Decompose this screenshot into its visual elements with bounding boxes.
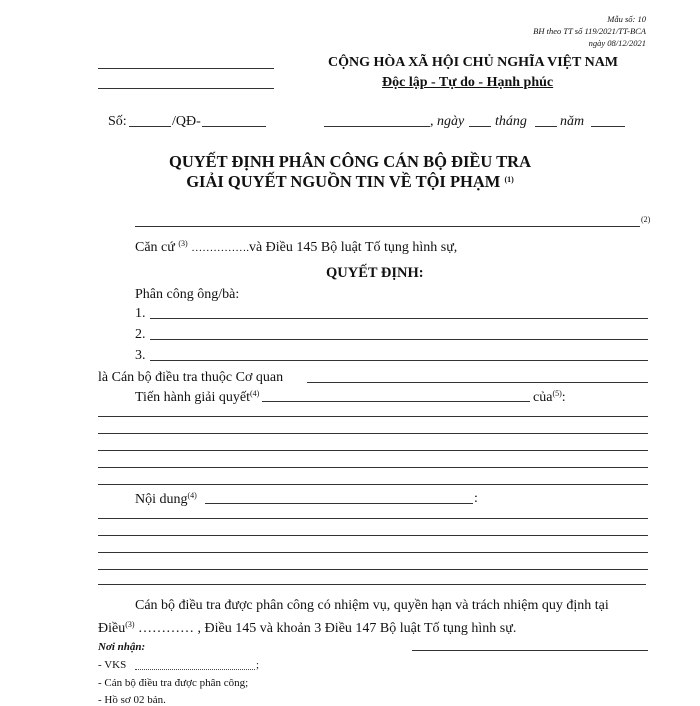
footnote-2: (2) <box>641 215 651 224</box>
signature-line <box>412 650 648 651</box>
content-detail-line-1 <box>98 518 648 519</box>
nation-heading: CỘNG HÒA XÃ HỘI CHỦ NGHĨA VIỆT NAM <box>328 55 619 70</box>
place-blank <box>324 126 430 127</box>
assignee-3-line <box>150 360 648 361</box>
recipients-label: Nơi nhận: <box>98 641 146 653</box>
assignee-2-number: 2. <box>135 327 146 342</box>
content-detail-line-2 <box>98 535 648 536</box>
resolve-source-line <box>262 401 530 402</box>
resolve-detail-line-1 <box>98 416 648 417</box>
assignee-1-number: 1. <box>135 306 146 321</box>
duty-paragraph-line1: Cán bộ điều tra được phân công có nhiệm vụ, quyền hạn và trách nhiệm quy định tại <box>135 598 609 613</box>
resolve-detail-line-3 <box>98 450 648 451</box>
resolve-of-colon: : <box>561 390 566 405</box>
recipient-file: - Hồ sơ 02 bản. <box>98 694 166 706</box>
year-label: năm <box>560 114 585 129</box>
year-blank <box>591 126 625 127</box>
month-label: tháng <box>495 114 527 129</box>
resolve-detail-line-2 <box>98 433 648 434</box>
content-detail-line-3 <box>98 552 648 553</box>
duty-footnote: (3) <box>125 620 135 629</box>
resolve-prefix: Tiến hành giải quyết <box>135 390 250 405</box>
decision-heading: QUYẾT ĐỊNH: <box>326 265 424 281</box>
authority-line <box>135 226 640 227</box>
assignee-3-number: 3. <box>135 348 146 363</box>
content-title-line <box>205 503 473 504</box>
agency-line <box>98 88 274 89</box>
resolve-label <box>135 389 259 406</box>
resolve-footnote: (4) <box>249 389 260 398</box>
form-number: Mẫu số: 10 <box>607 14 646 24</box>
legal-basis-footnote: (3) <box>178 239 188 248</box>
resolve-of <box>533 389 566 406</box>
form-circular-ref: BH theo TT số 119/2021/TT-BCA <box>533 26 646 36</box>
document-title-line2-text: GIẢI QUYẾT NGUỒN TIN VỀ TỘI PHẠM <box>186 172 501 191</box>
month-blank <box>535 126 557 127</box>
legal-basis <box>135 239 457 256</box>
assignee-1-line <box>150 318 648 319</box>
number-blank <box>129 126 171 127</box>
recipient-vks-blank <box>135 669 255 670</box>
resolve-detail-line-4 <box>98 467 648 468</box>
duty-article-rest: ………… , Điều 145 và khoản 3 Điều 147 Bộ luật Tố tụng hình sự. <box>138 621 517 636</box>
recipient-officer: - Cán bộ điều tra được phân công; <box>98 677 249 689</box>
legal-basis-prefix: Căn cứ <box>135 240 175 255</box>
duty-paragraph-line2 <box>98 620 516 637</box>
day-blank <box>469 126 491 127</box>
legal-basis-dots: ……………. <box>191 242 249 254</box>
document-title-line2 <box>0 172 700 192</box>
resolve-detail-line-5 <box>98 484 648 485</box>
content-label-text: Nội dung <box>135 492 188 507</box>
motto-heading: Độc lập - Tự do - Hạnh phúc <box>382 75 554 90</box>
recipient-vks: - VKS <box>98 659 127 671</box>
content-detail-line-5 <box>98 584 646 585</box>
duty-article-label: Điều <box>98 621 126 636</box>
assign-label: Phân công ông/bà: <box>135 287 240 302</box>
agency-label: là Cán bộ điều tra thuộc Cơ quan <box>98 370 284 385</box>
number-label: Số: <box>108 114 127 129</box>
legal-basis-suffix: và Điều 145 Bộ luật Tố tụng hình sự, <box>248 240 458 255</box>
title-footnote-1: (1) <box>504 175 514 184</box>
agency-name-line <box>307 382 648 383</box>
form-circular-date: ngày 08/12/2021 <box>588 38 646 48</box>
content-footnote: (4) <box>187 491 197 500</box>
content-detail-line-4 <box>98 569 648 570</box>
resolve-of-footnote: (5) <box>552 389 562 398</box>
resolve-of-label: của <box>533 390 553 405</box>
decision-code-blank <box>202 126 266 127</box>
content-label <box>135 491 197 508</box>
recipient-vks-end: ; <box>256 659 260 671</box>
content-colon: : <box>474 491 478 506</box>
decision-code-label: /QĐ- <box>172 114 201 129</box>
agency-superior-line <box>98 68 274 69</box>
day-label: , ngày <box>430 114 465 129</box>
assignee-2-line <box>150 339 648 340</box>
document-title-line1: QUYẾT ĐỊNH PHÂN CÔNG CÁN BỘ ĐIỀU TRA <box>169 152 531 171</box>
